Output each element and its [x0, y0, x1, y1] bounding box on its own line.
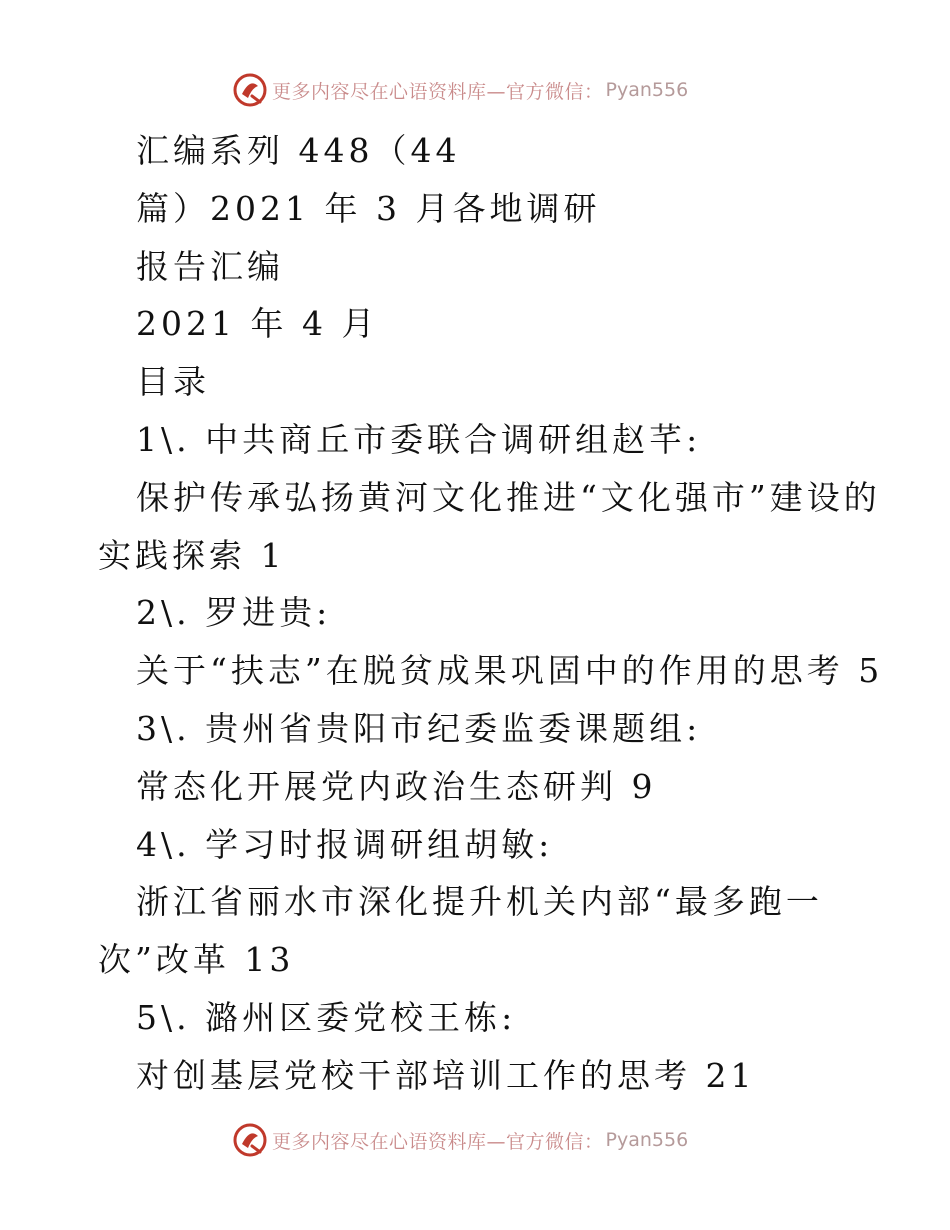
watermark-text: 更多内容尽在心语资料库—官方微信：: [272, 80, 604, 103]
watermark-header: [232, 70, 752, 110]
toc-entry-4-author: 4\. 学习时报调研组胡敏:: [136, 824, 554, 864]
doc-title-line-1: 汇编系列 448（44: [136, 131, 461, 170]
toc-heading: 目录: [136, 362, 210, 402]
toc-entry-4-title: 浙江省丽水市深化提升机关内部“最多跑一: [136, 882, 823, 922]
toc-entry-5-author: 5\. 潞州区委党校王栋:: [136, 997, 517, 1037]
watermark-logo-icon: [232, 1122, 268, 1158]
watermark-contact: Pyan556: [605, 1129, 689, 1151]
doc-title-line-2: 篇）2021 年 3 月各地调研: [136, 188, 601, 228]
toc-entry-2-author: 2\. 罗进贵:: [136, 593, 332, 633]
toc-entry-1-title: 保护传承弘扬黄河文化推进“文化强市”建设的: [136, 477, 881, 517]
toc-entry-2-title: 关于“扶志”在脱贫成果巩固中的作用的思考 5: [136, 651, 884, 691]
toc-entry-3-title: 常态化开展党内政治生态研判 9: [136, 766, 657, 806]
toc-entry-1-title-cont: 实践探索 1: [98, 535, 286, 575]
watermark-footer: [232, 1120, 752, 1160]
document-body: [0, 122, 950, 1105]
doc-date: 2021 年 4 月: [136, 304, 379, 344]
toc-entry-4-title-cont: 次”改革 13: [98, 940, 295, 980]
toc-entry-5-title: 对创基层党校干部培训工作的思考 21: [136, 1055, 756, 1095]
toc-entry-1-author: 1\. 中共商丘市委联合调研组赵芊:: [136, 419, 702, 459]
watermark-contact: Pyan556: [605, 79, 689, 101]
doc-title-line-3: 报告汇编: [136, 246, 284, 286]
watermark-logo-icon: [232, 72, 268, 108]
watermark-text: 更多内容尽在心语资料库—官方微信：: [272, 1130, 604, 1153]
toc-entry-3-author: 3\. 贵州省贵阳市纪委监委课题组:: [136, 708, 702, 748]
